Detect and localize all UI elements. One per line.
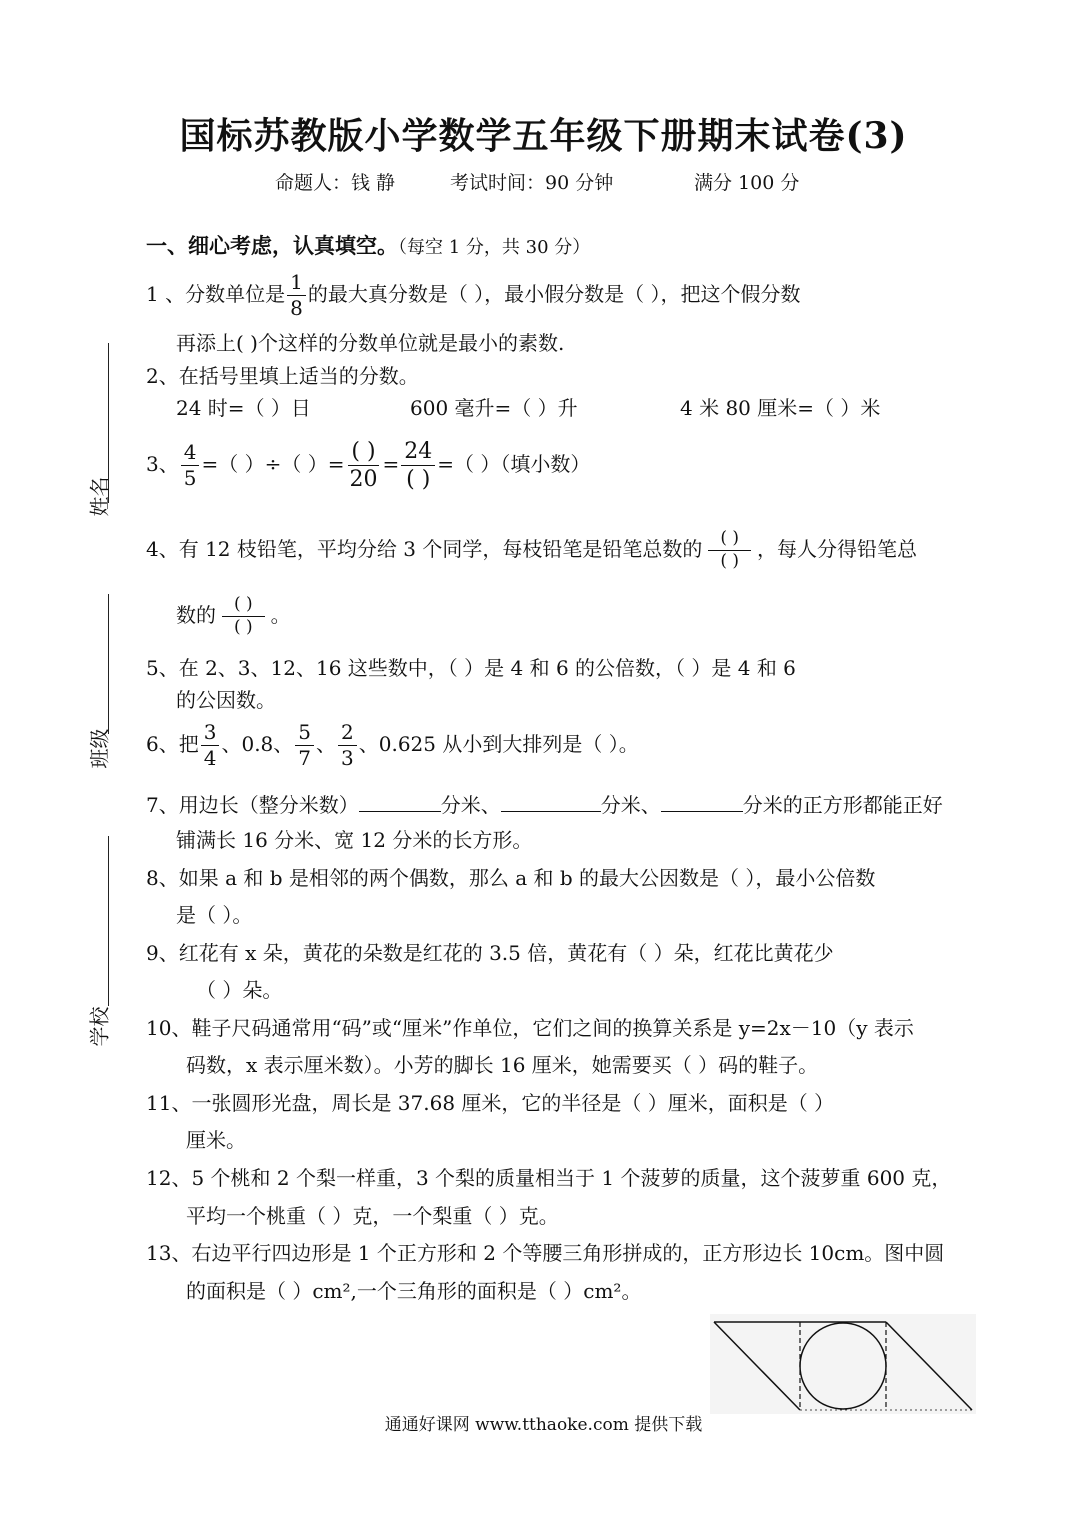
q6-fraction-3: [338, 722, 357, 769]
q3-f3-numerator: 24: [401, 440, 435, 466]
q3-end: =（ ）（填小数）: [437, 452, 591, 477]
q4-fraction-blank-2: [222, 596, 265, 637]
question-4: [146, 530, 917, 571]
q3-f2-denominator: 20: [349, 467, 378, 493]
q6-f2-denominator: 7: [298, 746, 312, 770]
q7-blank-2[interactable]: [501, 793, 601, 812]
q1-text-a: 1 、分数单位是: [146, 282, 286, 306]
q6-f1-denominator: 4: [203, 746, 217, 770]
q6-f3-numerator: 2: [338, 722, 357, 746]
class-label: 班级: [87, 728, 112, 769]
question-9: 9、红花有 x 朵，黄花的朵数是红花的 3.5 倍，黄花有（ ）朵，红花比黄花少: [146, 941, 834, 965]
q1-text-b: 的最大真分数是（ ），最小假分数是（ ），把这个假分数: [307, 282, 801, 306]
question-12: 12、5 个桃和 2 个梨一样重，3 个梨的质量相当于 1 个菠萝的质量，这个菠萝重 600 克，: [146, 1166, 952, 1190]
q7-unit-3: 分米的正方形都能正好: [742, 793, 943, 817]
question-2: 2、在括号里填上适当的分数。: [146, 364, 419, 388]
section-note: （每空 1 分，共 30 分）: [398, 237, 591, 258]
section-title: 一、细心考虑，认真填空。: [146, 233, 398, 258]
q1-numerator: 1: [287, 272, 306, 296]
question-1: [146, 272, 801, 319]
q4-blank-numerator: ( ): [708, 530, 751, 551]
question-8: 8、如果 a 和 b 是相邻的两个偶数，那么 a 和 b 的最大公因数是（ ），最小公倍数: [146, 866, 876, 890]
q1-denominator: 8: [290, 296, 303, 320]
q4-blank2-denominator: ( ): [234, 616, 253, 637]
q4-text-c: 数的: [176, 602, 216, 627]
q3-f2-numerator: ( ): [348, 440, 378, 466]
question-9-line2: （ ）朵。: [196, 978, 283, 1002]
footer-source: 通通好课网 www.tthaoke.com 提供下载: [384, 1415, 703, 1435]
q7-text-a: 7、用边长（整分米数）: [146, 793, 359, 817]
q4-blank2-numerator: ( ): [222, 596, 265, 617]
full-score-label: 满分 100 分: [694, 172, 800, 194]
q7-blank-1[interactable]: [359, 793, 441, 812]
q3-f3-denominator: ( ): [406, 467, 431, 493]
q2-part-b: 600 毫升=（ ）升: [410, 396, 578, 420]
q4-text-b: ，每人分得铅笔总: [757, 536, 917, 561]
q3-label: 3、: [146, 452, 179, 477]
q1-fraction: [287, 272, 306, 319]
q3-mid: =（ ）÷（ ）=: [201, 452, 345, 477]
q6-f1-numerator: 3: [201, 722, 220, 746]
q2-part-c: 4 米 80 厘米=（ ）米: [680, 396, 881, 420]
q4-fraction-blank: [708, 530, 751, 571]
question-10: 10、鞋子尺码通常用“码”或“厘米”作单位，它们之间的换算关系是 y=2x－10（y 表示: [146, 1016, 914, 1040]
q3-f1-denominator: 5: [183, 466, 197, 491]
q6-f2-numerator: 5: [295, 722, 314, 746]
q3-f1-numerator: 4: [181, 442, 200, 466]
q2-part-a: 24 时=（ ）日: [176, 396, 311, 420]
q6-sep-1: 、0.8、: [221, 732, 294, 756]
page-title: 国标苏教版小学数学五年级下册期末试卷(3): [179, 115, 908, 157]
class-binding-line: [108, 594, 109, 734]
q6-f3-denominator: 3: [341, 746, 354, 770]
question-13-line2: 的面积是（ ）cm²,一个三角形的面积是（ ）cm²。: [186, 1279, 642, 1303]
q6-fraction-1: [201, 722, 220, 769]
question-10-line2: 码数，x 表示厘米数）。小芳的脚长 16 厘米，她需要买（ ）码的鞋子。: [186, 1053, 819, 1077]
q6-fraction-2: [295, 722, 314, 769]
q6-text-a: 6、把: [146, 732, 199, 756]
parallelogram-figure: [710, 1314, 976, 1414]
school-binding-line: [108, 836, 109, 1006]
q4-blank-denominator: ( ): [720, 550, 739, 571]
q3-equals: =: [382, 452, 400, 477]
q6-text-b: 、0.625 从小到大排列是（ ）。: [358, 732, 639, 756]
q4-end: 。: [270, 602, 291, 627]
q7-unit-1: 分米、: [440, 793, 501, 817]
question-12-line2: 平均一个桃重（ ）克，一个梨重（ ）克。: [186, 1204, 559, 1228]
author-label: 命题人：钱 静: [275, 172, 396, 194]
exam-time-label: 考试时间：90 分钟: [450, 172, 614, 194]
question-4-line2: [176, 596, 291, 637]
question-8-line2: 是（ ）。: [176, 903, 253, 927]
question-3: [146, 440, 590, 491]
section-heading: [146, 230, 590, 260]
question-1-line2: 再添上( )个这样的分数单位就是最小的素数.: [176, 331, 565, 355]
name-label: 姓名: [87, 476, 112, 517]
q3-fraction-3: [401, 440, 435, 491]
question-7-line2: 铺满长 16 分米、宽 12 分米的长方形。: [176, 828, 533, 852]
question-11: 11、一张圆形光盘，周长是 37.68 厘米，它的半径是（ ）厘米，面积是（ ）: [146, 1091, 835, 1115]
question-6: [146, 722, 639, 769]
q3-fraction-1: [181, 442, 200, 489]
question-5-line2: 的公因数。: [176, 688, 276, 712]
q7-unit-2: 分米、: [600, 793, 661, 817]
question-11-line2: 厘米。: [186, 1128, 246, 1152]
question-13: 13、右边平行四边形是 1 个正方形和 2 个等腰三角形拼成的，正方形边长 10cm。图中圆: [146, 1241, 945, 1265]
question-5: 5、在 2、3、12、16 这些数中，（ ）是 4 和 6 的公倍数，（ ）是 4 和 6: [146, 656, 796, 680]
q6-sep-2: 、: [316, 732, 337, 756]
q3-fraction-2: [346, 440, 380, 491]
figure-background: [710, 1314, 976, 1414]
question-7: [146, 793, 943, 815]
q7-blank-3[interactable]: [661, 793, 743, 812]
school-label: 学校: [87, 1006, 112, 1047]
q4-text-a: 4、有 12 枝铅笔，平均分给 3 个同学，每枝铅笔是铅笔总数的: [146, 536, 703, 561]
